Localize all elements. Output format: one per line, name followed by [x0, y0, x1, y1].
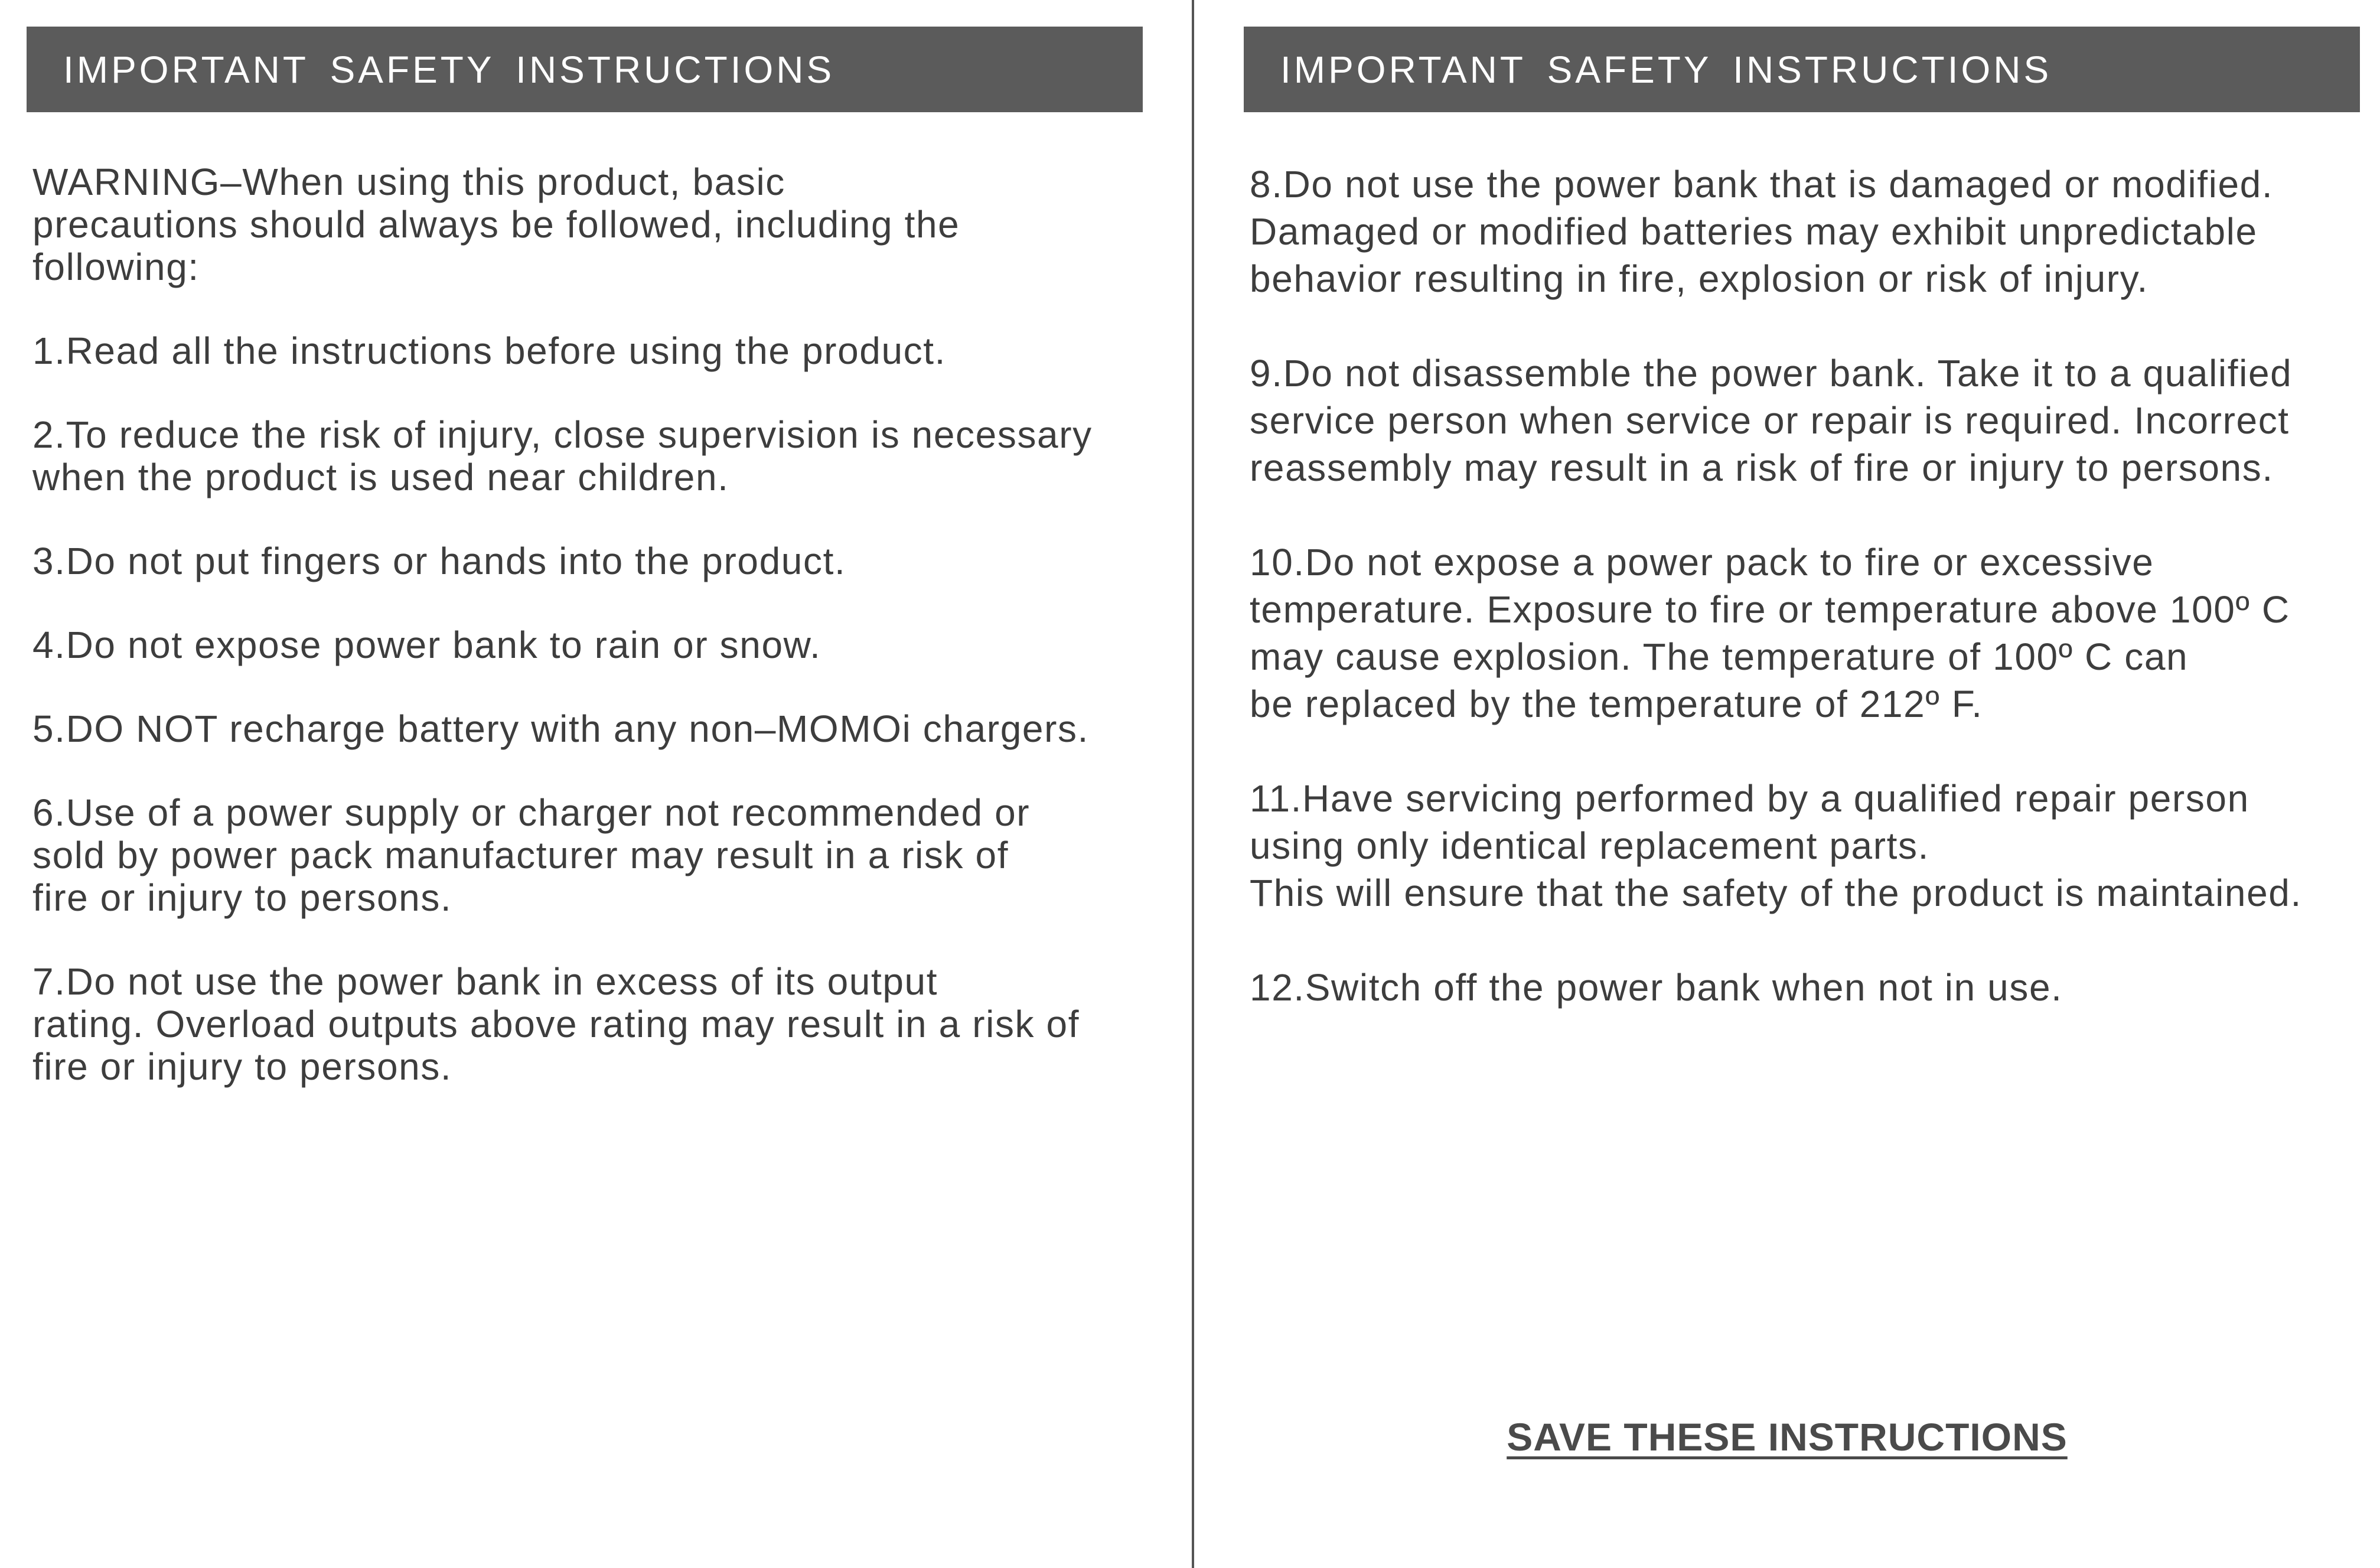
- instruction-4: [32, 624, 1155, 666]
- text-line: precautions should always be followed, including the: [32, 203, 960, 246]
- save-instructions-footer: SAVE THESE INSTRUCTIONS: [1507, 1415, 2068, 1459]
- text-line: sold by power pack manufacturer may result in a risk of: [32, 834, 1009, 876]
- text-line: service person when service or repair is required. Incorrect: [1250, 399, 2290, 442]
- text-line: 11.Have servicing performed by a qualified repair person: [1250, 777, 2249, 820]
- text-line: 2.To reduce the risk of injury, close supervision is necessary: [32, 413, 1093, 456]
- right-header-title: IMPORTANT SAFETY INSTRUCTIONS: [1280, 48, 2052, 91]
- text-line: 4.Do not expose power bank to rain or snow.: [32, 624, 821, 666]
- text-line: fire or injury to persons.: [32, 876, 452, 919]
- instruction-1: [32, 330, 1155, 372]
- instruction-11: [1250, 775, 2372, 917]
- text-line: may cause explosion. The temperature of 100º C can: [1250, 635, 2189, 678]
- instruction-7: [32, 960, 1155, 1088]
- text-line: using only identical replacement parts.: [1250, 824, 1929, 867]
- text-line: Damaged or modified batteries may exhibit unpredictable: [1250, 210, 2258, 253]
- text-line: temperature. Exposure to fire or temperature above 100º C: [1250, 588, 2290, 631]
- text-line: reassembly may result in a risk of fire or injury to persons.: [1250, 446, 2274, 489]
- instruction-6: [32, 791, 1155, 919]
- right-page: [1194, 0, 2380, 1568]
- text-line: 5.DO NOT recharge battery with any non–MOMOi chargers.: [32, 708, 1089, 750]
- instruction-9: [1250, 350, 2372, 491]
- text-line: fire or injury to persons.: [32, 1045, 452, 1088]
- text-line: 8.Do not use the power bank that is damaged or modified.: [1250, 163, 2274, 206]
- text-line: 10.Do not expose a power pack to fire or excessive: [1250, 541, 2154, 583]
- text-line: following:: [32, 246, 200, 288]
- instruction-2: [32, 413, 1155, 498]
- right-header-bar: [1244, 27, 2360, 112]
- instruction-5: [32, 708, 1155, 750]
- text-line: This will ensure that the safety of the product is maintained.: [1250, 872, 2302, 914]
- left-header-bar: [27, 27, 1143, 112]
- text-line: when the product is used near children.: [32, 456, 729, 498]
- text-line: 12.Switch off the power bank when not in use.: [1250, 966, 2063, 1009]
- instruction-12: [1250, 964, 2372, 1011]
- text-line: behavior resulting in fire, explosion or risk of injury.: [1250, 257, 2148, 300]
- text-line: 6.Use of a power supply or charger not recommended or: [32, 791, 1031, 834]
- instruction-10: [1250, 539, 2372, 728]
- text-line: 7.Do not use the power bank in excess of its output: [32, 960, 938, 1003]
- warning-paragraph: [32, 161, 1155, 288]
- text-line: 9.Do not disassemble the power bank. Take it to a qualified: [1250, 352, 2293, 395]
- right-content: [1250, 161, 2372, 1058]
- text-line: be replaced by the temperature of 212º F.: [1250, 683, 1983, 725]
- text-line: WARNING–When using this product, basic: [32, 161, 785, 203]
- left-content: [32, 161, 1155, 1129]
- instruction-3: [32, 540, 1155, 582]
- text-line: 1.Read all the instructions before using the product.: [32, 330, 947, 372]
- left-header-title: IMPORTANT SAFETY INSTRUCTIONS: [63, 48, 835, 91]
- text-line: 3.Do not put fingers or hands into the product.: [32, 540, 846, 582]
- text-line: rating. Overload outputs above rating may result in a risk of: [32, 1003, 1080, 1045]
- instruction-8: [1250, 161, 2372, 302]
